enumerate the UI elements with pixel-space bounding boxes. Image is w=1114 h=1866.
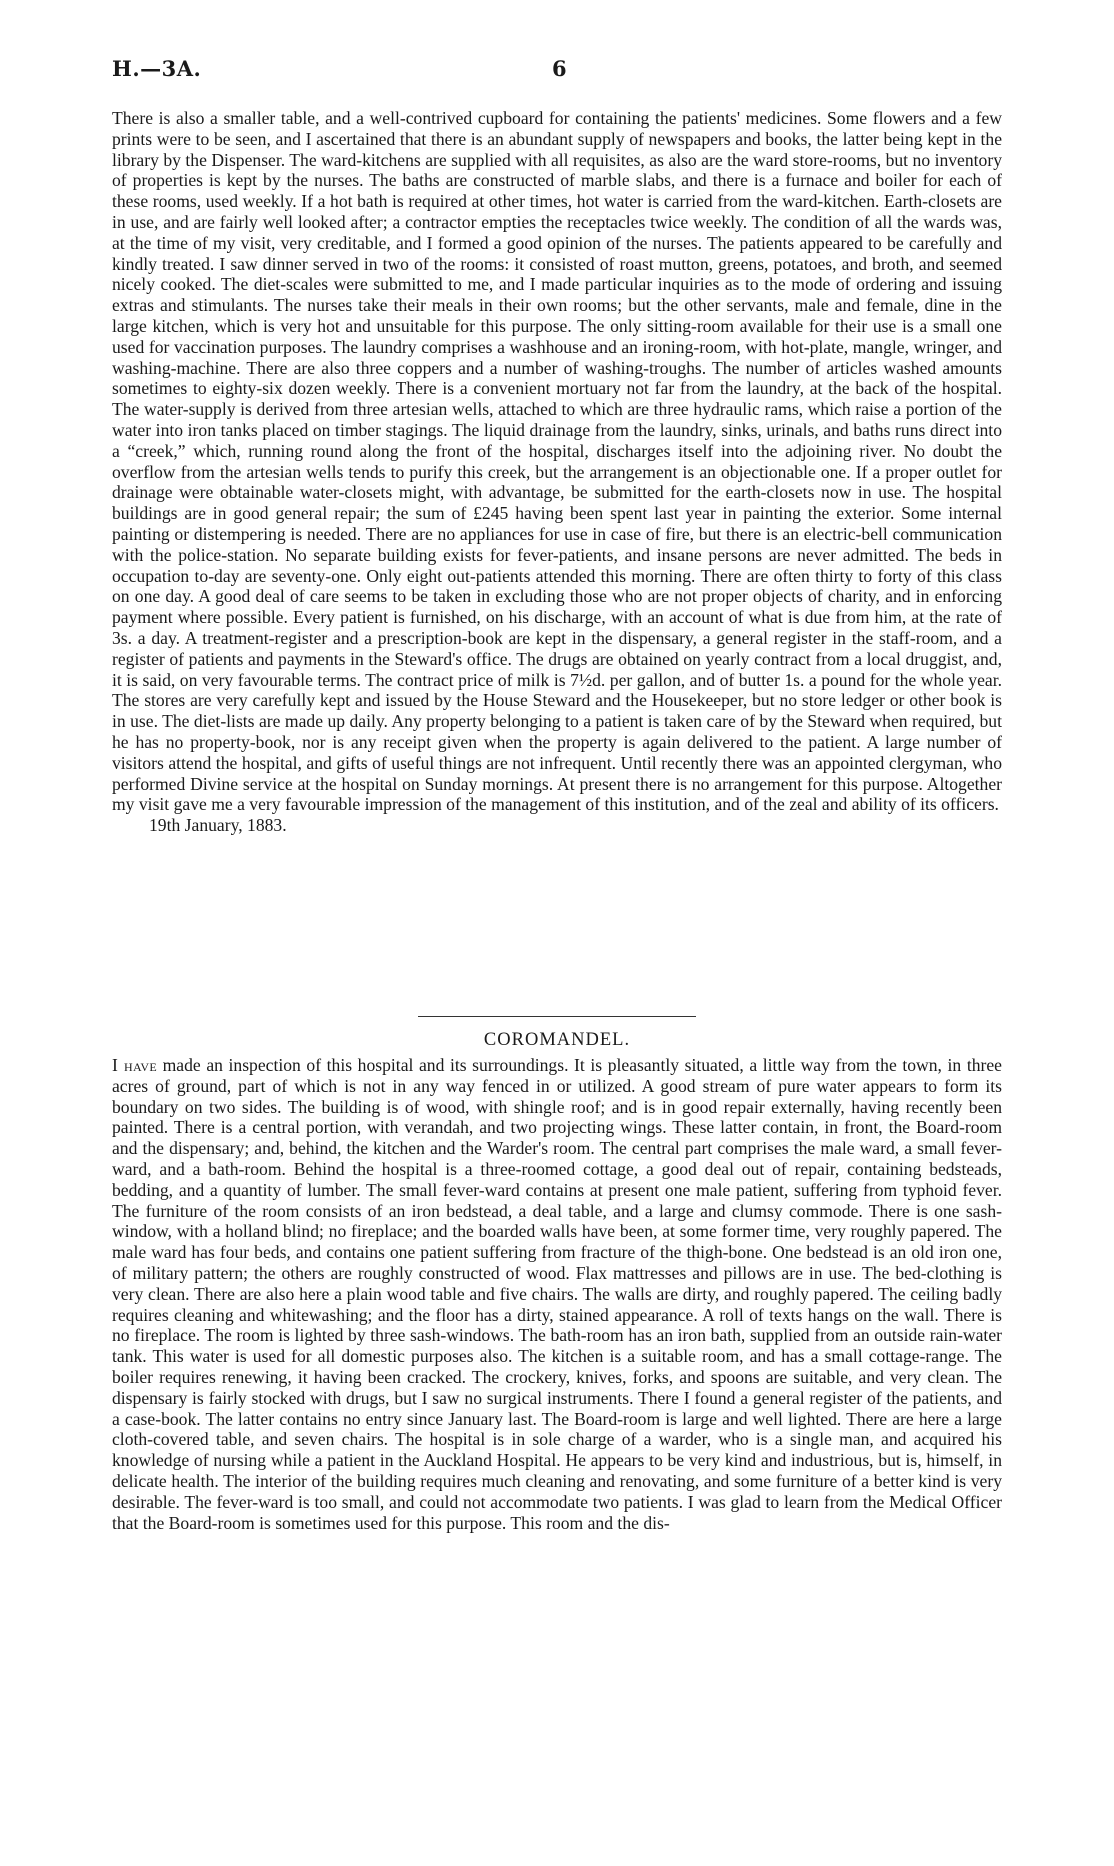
coromandel-report-section xyxy=(112,1055,1002,1533)
section-divider xyxy=(418,1016,696,1017)
opening-words: I have xyxy=(112,1055,158,1075)
body-paragraph: There is also a smaller table, and a well-contrived cupboard for containing the patients' medicines. Some flowers and a few prints were to be seen, and I ascertained that there is an abundant supply of newspapers and books, the latter being kept in the library by the Dispenser. The ward-kitchens are supplied with all requisites, as also are the ward store-rooms, but no inventory of properties is kept by the nurses. The baths are constructed of marble slabs, and there is a furnace and boiler for each of these rooms, used weekly. If a hot bath is required at other times, hot water is carried from the ward-kitchen. Earth-closets are in use, and are fairly well looked after; a contractor empties the receptacles twice weekly. The condition of all the wards was, at the time of my visit, very creditable, and I formed a good opinion of the nurses. The patients appeared to be carefully and kindly treated. I saw dinner served in two of the rooms: it consisted of roast mutton, greens, potatoes, and broth, and seemed nicely cooked. The diet-scales were submitted to me, and I made particular inquiries as to the mode of ordering and issuing extras and stimulants. The nurses take their meals in their own rooms; but the other servants, male and female, dine in the large kitchen, which is very hot and unsuitable for this purpose. The only sitting-room available for their use is a small one used for vaccination purposes. The laundry comprises a washhouse and an ironing-room, with hot-plate, mangle, wringer, and washing-machine. There are also three coppers and a number of washing-troughs. The number of articles washed amounts sometimes to eighty-six dozen weekly. There is a convenient mortuary not far from the laundry, at the back of the hospital. The water-supply is derived from three artesian wells, attached to which are three hydraulic rams, which raise a portion of the water into iron tanks placed on timber stagings. The liquid drainage from the laundry, sinks, urinals, and baths runs direct into a “creek,” which, running round along the front of the hospital, discharges itself into the adjoining river. No doubt the overflow from the artesian wells tends to purify this creek, but the arrangement is an objectionable one. If a proper outlet for drainage were obtainable water-closets might, with advantage, be submitted for the earth-closets now in use. The hospital buildings are in good general repair; the sum of £245 having been spent last year in painting the exterior. Some internal painting or distempering is needed. There are no appliances for use in case of fire, but there is an electric-bell communication with the police-station. No separate building exists for fever-patients, and insane persons are never admitted. The beds in occupation to-day are seventy-one. Only eight out-patients attended this morning. There are often thirty to forty of this class on one day. A good deal of care seems to be taken in excluding those who are not proper objects of charity, and in enforcing payment where possible. Every patient is furnished, on his discharge, with an account of what is due from him, at the rate of 3s. a day. A treatment-register and a prescription-book are kept in the dispensary, a general register in the staff-room, and a register of patients and payments in the Steward's office. The drugs are obtained on yearly contract from a local druggist, and, it is said, on very favourable terms. The contract price of milk is 7½d. per gallon, and of butter 1s. a pound for the whole year. The stores are very carefully kept and issued by the House Steward and the Housekeeper, but no store ledger or other book is in use. The diet-lists are made up daily. Any property belonging to a patient is taken care of by the Steward when required, but he has no property-book, nor is any receipt given when the property is again delivered to the patient. A large number of visitors attend the hospital, and gifts of useful things are not infrequent. Until recently there was an appointed clergyman, who performed Divine service at the hospital on Sunday mornings. At present there is no arrangement for this purpose. Altogether my visit gave me a very favourable impression of the management of this institution, and of the zeal and ability of its officers. xyxy=(112,108,1002,815)
continued-report-section xyxy=(112,108,1002,836)
report-date: 19th January, 1883. xyxy=(149,815,287,836)
page-header xyxy=(112,56,1002,90)
body-paragraph xyxy=(112,1055,1002,1533)
document-reference: H.—3A. xyxy=(112,56,202,81)
section-heading: COROMANDEL. xyxy=(483,1030,631,1050)
paragraph-text: made an inspection of this hospital and its surroundings. It is pleasantly situated, a little way from the town, in three acres of ground, part of which is not in any way fenced in or utilized. A good stream of pure water appears to form its boundary on two sides. The building is of wood, with shingle roof; and is in good repair externally, having recently been painted. There is a central portion, with verandah, and two projecting wings. These latter contain, in front, the Board-room and the dispensary; and, behind, the kitchen and the Warder's room. The central part comprises the male ward, a small fever-ward, and a bath-room. Behind the hospital is a three-roomed cottage, a good deal out of repair, containing bedsteads, bedding, and a quantity of lumber. The small fever-ward contains at present one male patient, suffering from typhoid fever. The furniture of the room consists of an iron bedstead, a deal table, and a large and clumsy commode. There is one sash-window, with a holland blind; no fireplace; and the boarded walls have been, at some former time, very roughly papered. The male ward has four beds, and contains one patient suffering from fracture of the thigh-bone. One bedstead is an old iron one, of military pattern; the others are roughly constructed of wood. Flax mattresses and pillows are in use. The bed-clothing is very clean. There are also here a plain wood table and five chairs. The walls are dirty, and roughly papered. The ceiling badly requires cleaning and whitewashing; and the floor has a dirty, stained appearance. A roll of texts hangs on the wall. There is no fireplace. The room is lighted by three sash-windows. The bath-room has an iron bath, supplied from an outside rain-water tank. This water is used for all domestic purposes also. The kitchen is a suitable room, and has a small cottage-range. The boiler requires renewing, it having been cracked. The crockery, knives, forks, and spoons are suitable, and very clean. The dispensary is fairly stocked with drugs, but I saw no surgical instruments. There I found a general register of the patients, and a case-book. The latter contains no entry since January last. The Board-room is large and well lighted. There are here a large cloth-covered table, and seven chairs. The hospital is in sole charge of a warder, who is a single man, and acquired his knowledge of nursing while a patient in the Auckland Hospital. He appears to be very kind and industrious, but is, himself, in delicate health. The interior of the building requires much cleaning and renovating, and some furniture of a better kind is very desirable. The fever-ward is too small, and could not accommodate two patients. I was glad to learn from the Medical Officer that the Board-room is sometimes used for this purpose. This room and the dis- xyxy=(112,1055,1002,1533)
page-number: 6 xyxy=(552,56,567,81)
